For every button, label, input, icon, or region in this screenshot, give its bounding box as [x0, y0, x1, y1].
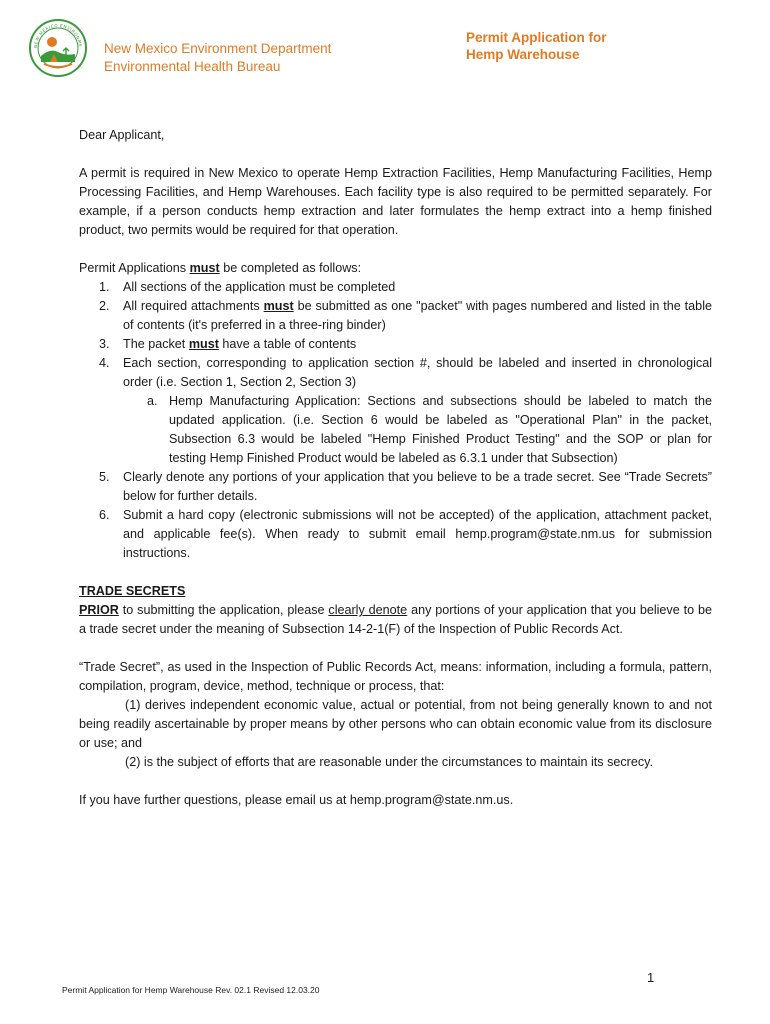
department-line-2: Environmental Health Bureau: [104, 59, 281, 74]
item-number: 5.: [99, 470, 110, 484]
req-lead-text: Permit Applications: [79, 261, 190, 275]
logo-text: NEW MEXICO ENVIRONME: [32, 22, 84, 49]
list-item: [79, 354, 712, 392]
definition-clause-1: (1) derives independent economic value, actual or potential, from not being generally known to and not being readily ascertainable by proper means by other persons who can obtain economic value from its disclosure or use; and: [79, 698, 712, 750]
department-name: [104, 40, 331, 76]
must-emphasis: must: [263, 299, 294, 313]
definition-clause-2: (2) is the subject of efforts that are reasonable under the circumstances to maintain its secrecy.: [125, 755, 654, 769]
item-text: All required attachments: [123, 299, 264, 313]
item-text: All sections of the application must be completed: [123, 280, 396, 294]
trade-secret-definition: “Trade Secret”, as used in the Inspection of Public Records Act, means: information, including a formula, pattern, compilation, program, device, method, technique or process, that:: [79, 660, 712, 693]
list-item: [79, 335, 712, 354]
ts-text: to submitting the application, please: [118, 603, 329, 617]
title-line-2: Hemp Warehouse: [466, 47, 580, 62]
item-number: 2.: [99, 299, 110, 313]
item-number: 1.: [99, 280, 110, 294]
item-text: Hemp Manufacturing Application: Sections and subsections should be labeled to match the updated application. (i.e. Section 6 would be labeled as "Operational Plan" in the packet, Subsection 6.3 would be labeled "Hemp Finished Product Testing" and the SOP or plan for testing Hemp Finished Product would be labeled as 6.3.1 under that Subsection): [169, 394, 712, 465]
item-text: Each section, corresponding to application section #, should be labeled and inserted in chronological order (i.e. Section 1, Section 2, Section 3): [123, 356, 712, 389]
item-text: Clearly denote any portions of your application that you believe to be a trade secret. See “Trade Secrets” below for further details.: [123, 470, 712, 503]
list-item: [79, 506, 712, 563]
prior-emphasis: PRIOR: [79, 603, 119, 617]
document-title: [466, 29, 607, 63]
req-tail-text: be completed as follows:: [219, 261, 362, 275]
list-item: [79, 297, 712, 335]
item-number: 6.: [99, 508, 110, 522]
intro-paragraph: A permit is required in New Mexico to operate Hemp Extraction Facilities, Hemp Manufacturing Facilities, Hemp Processing Facilities, and Hemp Warehouses. Each facility type is also required to be permitted separately. For example, if a person conducts hemp extraction and later formulates the hemp extract into a hemp finished product, two permits would be required for that operation.: [79, 166, 712, 237]
ts-text: any portions of your application that you believe to be a trade secret under the meaning of Subsection 14-2-1(F) of the Inspection of Public Records Act.: [79, 603, 713, 636]
must-emphasis: must: [189, 261, 220, 275]
item-text: have a table of contents: [218, 337, 357, 351]
requirements-lead: [79, 259, 712, 278]
item-number: 3.: [99, 337, 110, 351]
trade-secrets-heading: TRADE SECRETS: [79, 584, 186, 598]
sub-list-item: [79, 392, 712, 468]
must-emphasis: must: [188, 337, 219, 351]
clearly-denote-emphasis: clearly denote: [328, 603, 408, 617]
closing-paragraph: If you have further questions, please email us at hemp.program@state.nm.us.: [79, 793, 514, 807]
item-text: The packet: [123, 337, 189, 351]
requirements-list: [79, 278, 712, 563]
list-item: [79, 468, 712, 506]
title-line-1: Permit Application for: [466, 30, 607, 45]
item-text: Submit a hard copy (electronic submissions will not be accepted) of the application, attachment packet, and applicable fee(s). When ready to submit email hemp.program@state.nm.us for submission instructions.: [123, 508, 712, 560]
page-number: 1: [647, 970, 655, 985]
nmed-logo: [28, 18, 88, 78]
footer-revision: Permit Application for Hemp Warehouse Rev. 02.1 Revised 12.03.20: [62, 985, 320, 995]
letter-body: [79, 126, 712, 810]
list-item: [79, 278, 712, 297]
department-line-1: New Mexico Environment Department: [104, 41, 332, 56]
item-text: be submitted as one "packet" with pages numbered and listed in the table of contents (it's preferred in a three-ring binder): [123, 299, 712, 332]
item-number: 4.: [99, 356, 110, 370]
trade-secrets-paragraph: [79, 601, 712, 639]
item-letter: a.: [147, 394, 158, 408]
greeting: Dear Applicant,: [79, 128, 165, 142]
